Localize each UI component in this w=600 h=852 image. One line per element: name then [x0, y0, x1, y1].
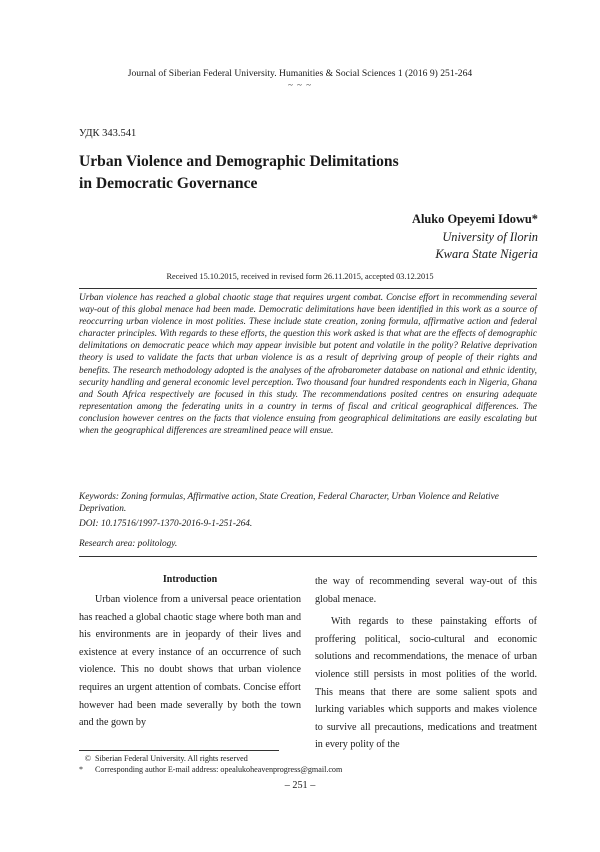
- footnote-rule: [79, 750, 279, 751]
- footnote-copyright: [79, 753, 248, 764]
- body-paragraph: With regards to these painstaking efforts of proffering political, socio-cultural and economic solutions and recommendations, the menace of urban violence still persists in most polities of the world. This means that there are some salient spots and lurking variables which supports and makes violence to survive all precautions, medications and treatment in every polity of the: [315, 616, 537, 751]
- article-title: [79, 151, 479, 195]
- author-block: [412, 211, 538, 264]
- section-heading-introduction: Introduction: [162, 574, 218, 585]
- body-paragraph-continued: the way of recommending several way-out of this global menace.: [315, 576, 537, 605]
- footnote-corresponding-author: [79, 764, 342, 775]
- abstract-top-rule: [79, 288, 537, 289]
- author-name: Aluko Opeyemi Idowu*: [412, 212, 538, 226]
- journal-header: Journal of Siberian Federal University. Humanities & Social Sciences 1 (2016 9) 251-264: [127, 68, 473, 79]
- body-paragraph: Urban violence from a universal peace orientation has reached a global chaotic stage where both man and his environments are in jeopardy of their lives and existence at every instance of an occurrence of such violence. This no doubt shows that urban violence requires an urgent attention of combats. Concise effort however had been made severally by both the town and the gown by: [79, 594, 301, 729]
- research-area: Research area: politology.: [79, 539, 178, 549]
- udk-code: УДК 343.541: [79, 128, 137, 139]
- abstract-bottom-rule: [79, 556, 537, 557]
- copyright-mark: ©: [84, 754, 91, 763]
- title-line-2: in Democratic Governance: [79, 175, 258, 192]
- author-affiliation-1: University of Ilorin: [442, 229, 538, 244]
- keywords: Keywords: Zoning formulas, Affirmative action, State Creation, Federal Character, Urban Violence and Relative Deprivation.: [79, 492, 499, 515]
- header-separator: ~ ~ ~: [287, 80, 313, 90]
- copyright-text: Siberian Federal University. All rights reserved: [95, 754, 248, 763]
- corresponding-email-text[interactable]: Corresponding author E-mail address: opealukoheavenprogress@gmail.com: [95, 765, 343, 774]
- body-column-left: [79, 573, 301, 732]
- author-affiliation-2: Kwara State Nigeria: [435, 247, 538, 261]
- body-column-right: [315, 573, 537, 754]
- title-line-1: Urban Violence and Demographic Delimitations: [79, 153, 399, 170]
- page-number: – 251 –: [284, 780, 316, 791]
- footnote-asterisk: *: [79, 765, 84, 774]
- doi: DOI: 10.17516/1997-1370-2016-9-1-251-264.: [79, 519, 253, 529]
- received-dates: Received 15.10.2015, received in revised form 26.11.2015, accepted 03.12.2015: [166, 272, 434, 281]
- abstract: Urban violence has reached a global chaotic stage that requires urgent combat. Concise effort in recommending several way-out of this global menace had been made. Democratic delimitations have been identified in this work as a source of reoccurring urban violence in most polities. These include state creation, zoning formula, affirmative action and federal character principles. With regards to these efforts, the question this work asked is that what are the effects of demographic delimitations on democratic peace which may appear invisible but potent and volatile in the polity? Relative deprivation theory is used to validate the facts that urban violence is as a result of depriving group of people of their rights and benefits. The research methodology adopted is the analyses of the afrobarometer database on national and ethnic identity, security handling and general economic level perception. Two thousand four hundred respondents each in Nigeria, Ghana and South Africa respectively are focused in this study. The recommendations posited centres on ensuring adequate representation among the federating units in a country in terms of fiscal and critical geographical differences. The conclusion however centres on the facts that violence ensuing from geographical delimitations are easily escalating but when the geographical differences are streamlined peace will ensue.: [79, 293, 537, 437]
